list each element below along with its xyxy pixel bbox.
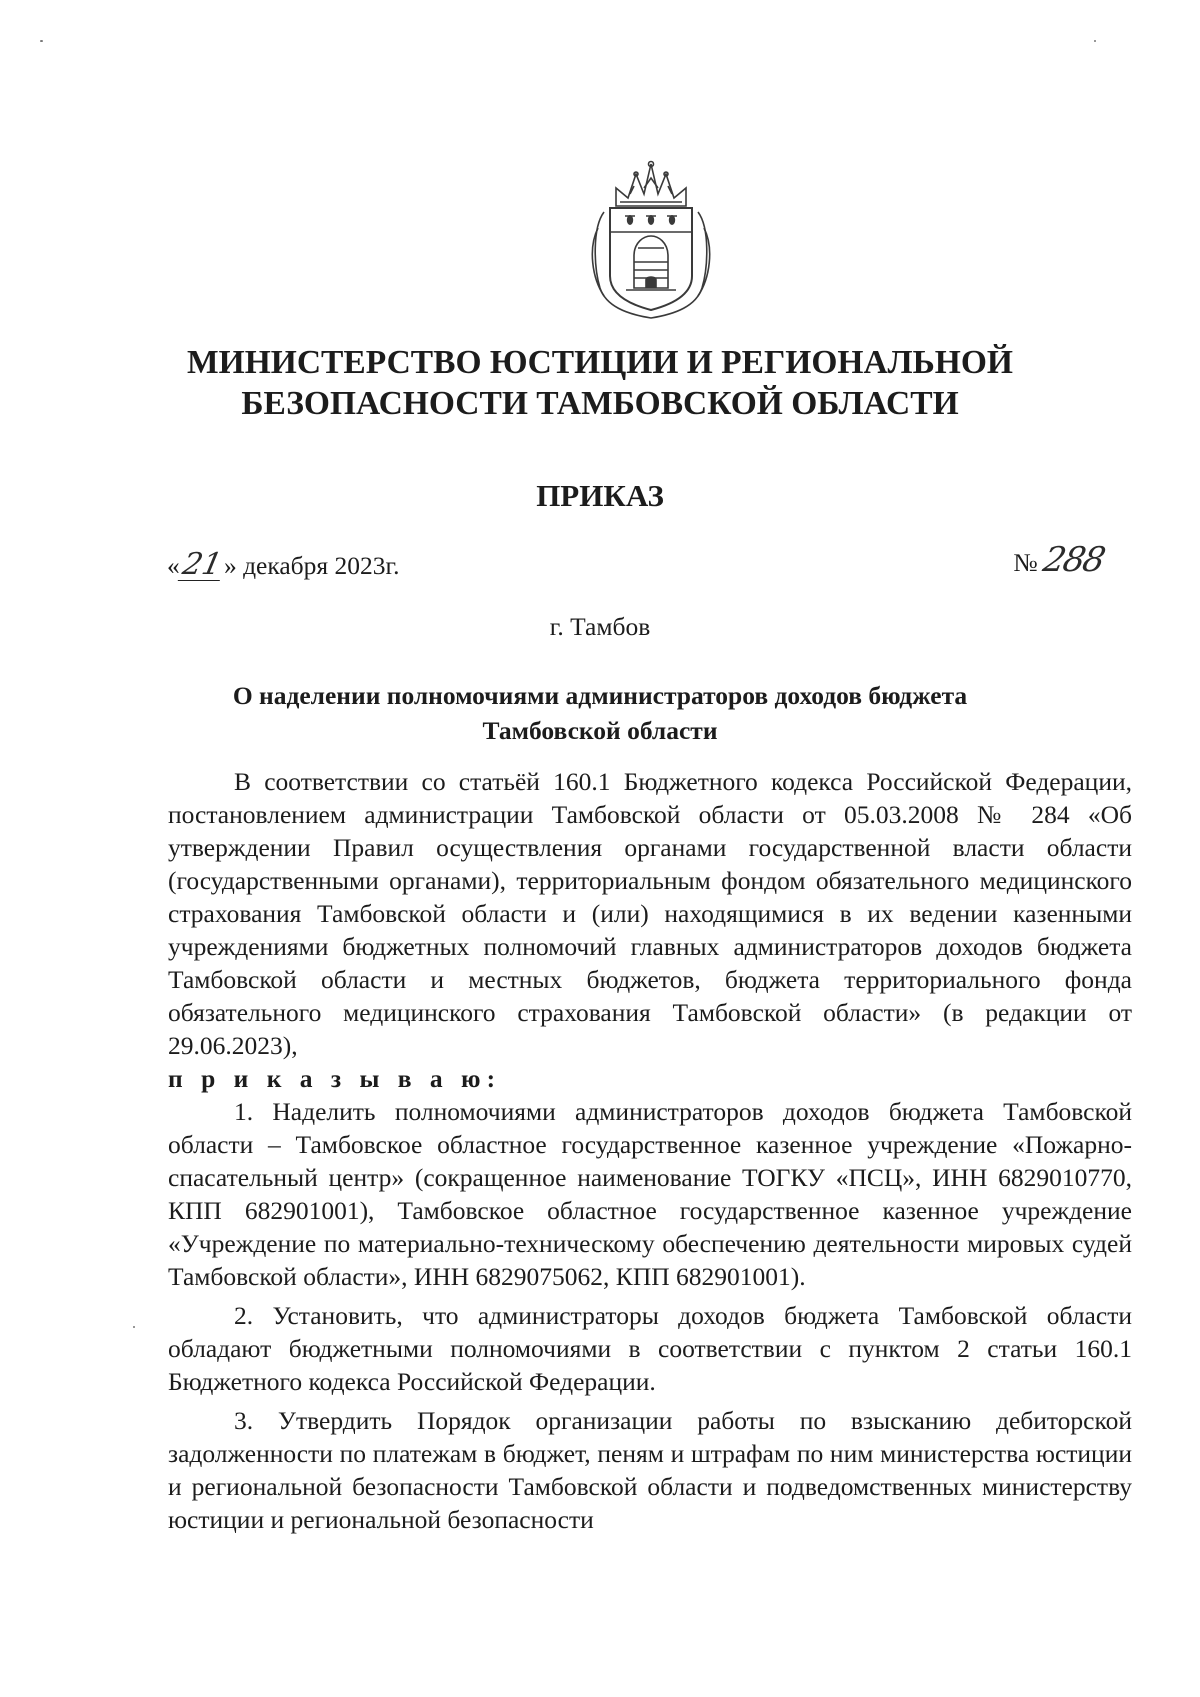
subject-line-1: О наделении полномочиями администраторов доходов бюджета	[232, 681, 968, 710]
ministry-title-line-2: БЕЗОПАСНОСТИ ТАМБОВСКОЙ ОБЛАСТИ	[241, 385, 959, 422]
document-type: ПРИКАЗ	[536, 478, 664, 513]
order-body	[168, 765, 1132, 1536]
order-date	[167, 547, 400, 582]
scan-speck	[1094, 40, 1096, 42]
item-1-paragraph: 1. Наделить полномочиями администраторов доходов бюджета Тамбовской области – Тамбовское областное государственное казенное учреждение «Пожарно-спасательный центр» (сокращенное наименование ТОГКУ «ПСЦ», ИНН 6829010770, КПП 682901001), Тамбовское областное государственное казенное учреждение «Учреждение по материально-техническому обеспечению деятельности мировых судей Тамбовской области», ИНН 6829075062, КПП 682901001).	[168, 1097, 1132, 1291]
date-day-handwritten: 21	[179, 547, 225, 582]
number-handwritten: 288	[1039, 540, 1108, 580]
subject-line-2: Тамбовской области	[482, 716, 718, 745]
order-word: п р и к а з ы в а ю	[168, 1064, 487, 1093]
ministry-title-line-1: МИНИСТЕРСТВО ЮСТИЦИИ И РЕГИОНАЛЬНОЙ	[187, 344, 1013, 381]
scan-speck	[40, 40, 43, 42]
item-2-paragraph: 2. Установить, что администраторы доходов бюджета Тамбовской области обладают бюджетными полномочиями в соответствии с пунктом 2 статьи 160.1 Бюджетного кодекса Российской Федерации.	[168, 1301, 1132, 1396]
item-3-paragraph: 3. Утвердить Порядок организации работы по взысканию дебиторской задолженности по платежам в бюджет, пеням и штрафам по ним министерства юстиции и региональной безопасности Тамбовской области и подведомственных министерству юстиции и региональной безопасности	[168, 1406, 1132, 1534]
order-word-colon: :	[486, 1064, 496, 1093]
city: г. Тамбов	[549, 612, 651, 641]
number-prefix: №	[1013, 548, 1038, 577]
tambov-coat-of-arms-icon	[586, 158, 716, 320]
date-month-year: » декабря 2023г.	[223, 551, 400, 580]
order-word-line	[168, 1062, 1132, 1095]
order-subject	[0, 678, 1200, 748]
scan-speck	[133, 1326, 135, 1328]
preamble-paragraph	[168, 765, 1132, 1095]
preamble-text: В соответствии со статьёй 160.1 Бюджетного кодекса Российской Федерации, постановлением администрации Тамбовской области от 05.03.2008 № 284 «Об утверждении Правил осуществления органами государственной власти области (государственными органами), территориальным фондом обязательного медицинского страхования Тамбовской области и (или) находящимися в их ведении казенными учреждениями бюджетных полномочий главных администраторов доходов бюджета Тамбовской области и местных бюджетов, бюджета территориального фонда обязательного медицинского страхования Тамбовской области» (в редакции от 29.06.2023),	[168, 767, 1132, 1060]
ministry-title	[0, 342, 1200, 424]
date-open-quote: «	[167, 551, 180, 580]
order-number	[1013, 540, 1108, 580]
